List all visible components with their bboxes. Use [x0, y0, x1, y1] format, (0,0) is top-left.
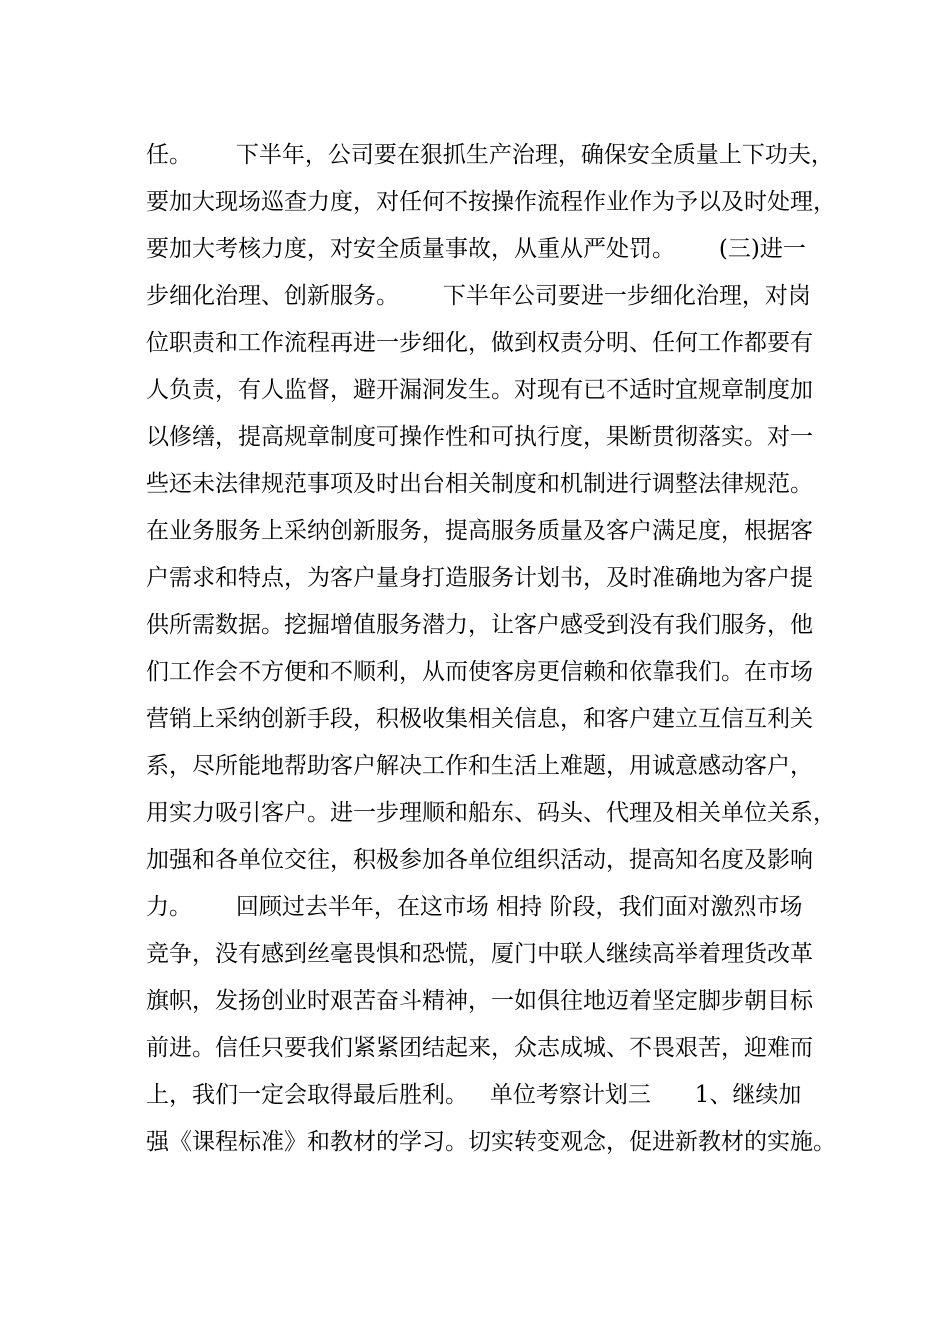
text-line: 用实力吸引客户。进一步理顺和船东、码头、代理及相关单位关系， — [146, 800, 836, 826]
text-line: 任。 下半年，公司要在狠抓生产治理，确保安全质量上下功夫， — [146, 142, 834, 168]
text-line: 营销上采纳创新手段，积极收集相关信息，和客户建立互信互利关 — [146, 706, 813, 732]
text-line: 供所需数据。挖掘增值服务潜力，让客户感受到没有我们服务，他 — [146, 612, 813, 638]
text-line: 旗帜，发扬创业时艰苦奋斗精神，一如俱往地迈着坚定脚步朝目标 — [146, 988, 813, 1014]
text-line: 前进。信任只要我们紧紧团结起来，众志成城、不畏艰苦，迎难而 — [146, 1035, 813, 1061]
text-line: 在业务服务上采纳创新服务，提高服务质量及客户满足度，根据客 — [146, 518, 813, 544]
text-line: 强《课程标准》和教材的学习。切实转变观念，促进新教材的实施。 — [146, 1129, 836, 1155]
text-line: 力。 回顾过去半年，在这市场 相持 阶段，我们面对激烈市场 — [146, 894, 803, 920]
text-line: 加强和各单位交往，积极参加各单位组织活动，提高知名度及影响 — [146, 847, 813, 873]
text-line: 以修缮，提高规章制度可操作性和可执行度，果断贯彻落实。对一 — [146, 424, 813, 450]
text-line: 们工作会不方便和不顺利，从而使客房更信赖和依靠我们。在市场 — [146, 659, 813, 685]
text-line: 系，尽所能地帮助客户解决工作和生活上难题，用诚意感动客户， — [146, 753, 813, 779]
text-line: 位职责和工作流程再进一步细化，做到权责分明、任何工作都要有 — [146, 330, 813, 356]
text-line: 上，我们一定会取得最后胜利。 单位考察计划三 1、继续加 — [146, 1082, 802, 1108]
text-line: 要加大现场巡查力度，对任何不按操作流程作业作为予以及时处理， — [146, 189, 836, 215]
body-text — [146, 132, 836, 1166]
text-line: 人负责，有人监督，避开漏洞发生。对现有已不适时宜规章制度加 — [146, 377, 813, 403]
text-line: 步细化治理、创新服务。 下半年公司要进一步细化治理，对岗 — [146, 283, 811, 309]
text-line: 户需求和特点，为客户量身打造服务计划书，及时准确地为客户提 — [146, 565, 813, 591]
text-line: 竞争，没有感到丝毫畏惧和恐慌，厦门中联人继续高举着理货改革 — [146, 941, 813, 967]
text-line: 些还未法律规范事项及时出台相关制度和机制进行调整法律规范。 — [146, 471, 813, 497]
text-line: 要加大考核力度，对安全质量事故，从重从严处罚。 (三)进一 — [146, 236, 806, 262]
